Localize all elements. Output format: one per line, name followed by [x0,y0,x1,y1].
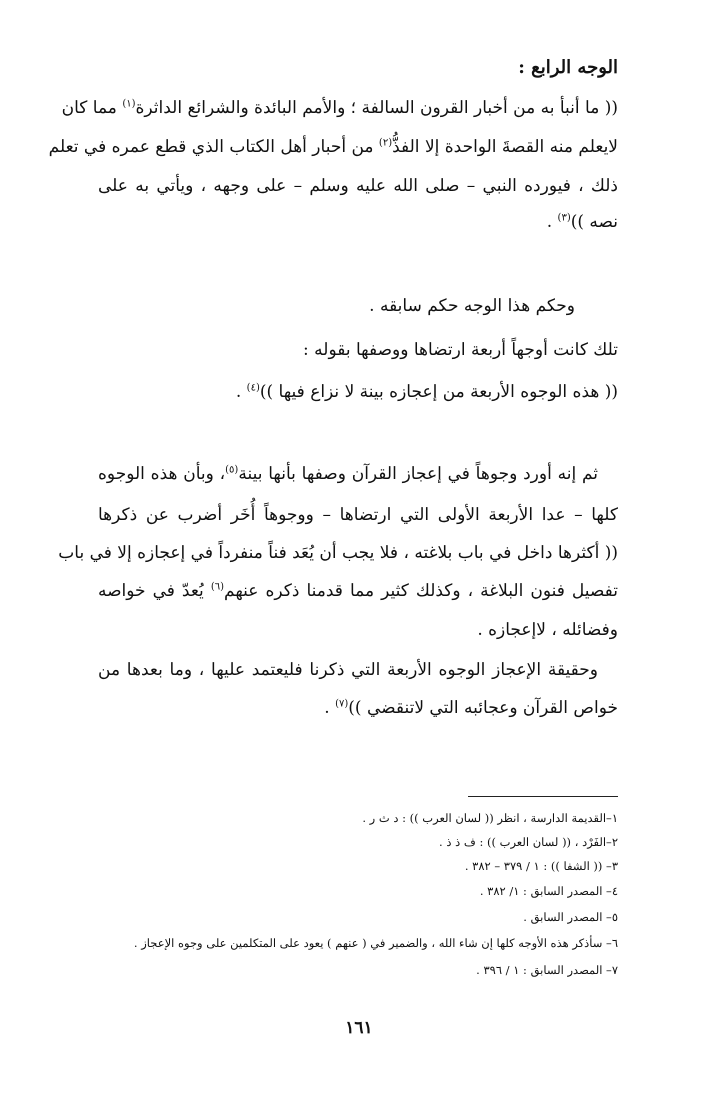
para3-line4 [98,579,618,603]
para1-line1-end: مما كان [61,98,117,118]
para4-line2 [98,696,618,720]
footnote-ref-2: (٢) [378,137,393,149]
footnote-separator [468,796,618,797]
footnote-1: ١–القديمة الدارسة ، انظر (( لسان العرب )) : د ث ر . [362,811,618,825]
para4-line1: وحقيقة الإعجاز الوجوه الأربعة التي ذكرنا فليعتمد عليها ، وما بعدها من [98,660,598,680]
footnote-ref-1: (١) [122,98,136,110]
footnote-ref-5: (٥) [225,464,239,476]
period: . [324,698,336,718]
quote-text: (( هذه الوجوه الأربعة من إعجازه بينة لا نزاع فيها )) [259,382,618,402]
footnote-2: ٢–الفَرْد ، (( لسان العرب )) : ف ذ ذ . [439,835,618,849]
para4-line2-text: خواص القرآن وعجائبه التي لاتنقضي )) [348,698,618,718]
para1-line2-start: لايعلم منه القصةَ الواحدة إلا الفذُّ [392,137,618,157]
para1-line1 [61,96,618,120]
period: . [235,382,247,402]
footnote-ref-7: (٧) [335,698,349,710]
footnote-ref-4: (٤) [246,382,260,394]
para3-line4-end: يُعدّ في خواصه [98,581,204,601]
section-heading: الوجه الرابع : [518,57,618,78]
page-number: ١٦١ [345,1018,373,1038]
footnote-3: ٣– (( الشفا )) : ١ / ٣٧٩ – ٣٨٢ . [464,859,618,873]
para1-line1-text: (( ما أنبأ به من أخبار القرون السالفة ؛ والأمم البائدة والشرائع الداثرة [135,98,618,118]
quote-line [98,380,618,404]
para1-line4-text: نصه )) [570,212,618,232]
period: . [546,212,558,232]
para3-line1-text: ثم إنه أورد وجوهاً في إعجاز القرآن وصفها بأنها بينة [238,464,599,484]
footnote-4: ٤– المصدر السابق : ١/ ٣٨٢ . [479,884,618,898]
footnote-5: ٥– المصدر السابق . [523,910,618,924]
para3-line1 [98,462,598,486]
para3-line2: كلها – عدا الأربعة الأولى التي ارتضاها – ووجوهاً أُخَر أضرب عن ذكرها [98,505,618,525]
tilka-line: تلك كانت أوجهاً أربعة ارتضاها ووصفها بقوله : [303,340,618,360]
para1-line3: ذلك ، فيورده النبي – صلى الله عليه وسلم – على وجهه ، ويأتي به على [98,176,618,196]
hukm-line: وحكم هذا الوجه حكم سابقه . [369,296,575,316]
para1-line4 [98,210,618,234]
para3-line1-end: ، وبأن هذه الوجوه [98,464,226,484]
para3-line4-text: تفصيل فنون البلاغة ، وكذلك كثير مما قدمنا ذكره عنهم [224,581,618,601]
footnote-6: ٦– سأذكر هذه الأوجه كلها إن شاء الله ، والضمير في ( عنهم ) يعود على المتكلمين على وجوه الإعجاز . [133,936,618,950]
para1-line2-end: من أحبار أهل الكتاب الذي قطع عمره في تعلم [48,137,374,157]
footnote-ref-3: (٣) [557,212,571,224]
para3-line5: وفضائله ، لاإعجازه . [477,620,618,640]
footnote-ref-6: (٦) [210,581,225,593]
para3-line3: (( أكثرها داخل في باب بلاغته ، فلا يجب أن يُعَد فناً منفرداً في إعجازه إلا في باب [58,543,618,563]
para1-line2 [48,135,618,159]
footnote-7: ٧– المصدر السابق : ١ / ٣٩٦ . [476,963,618,977]
